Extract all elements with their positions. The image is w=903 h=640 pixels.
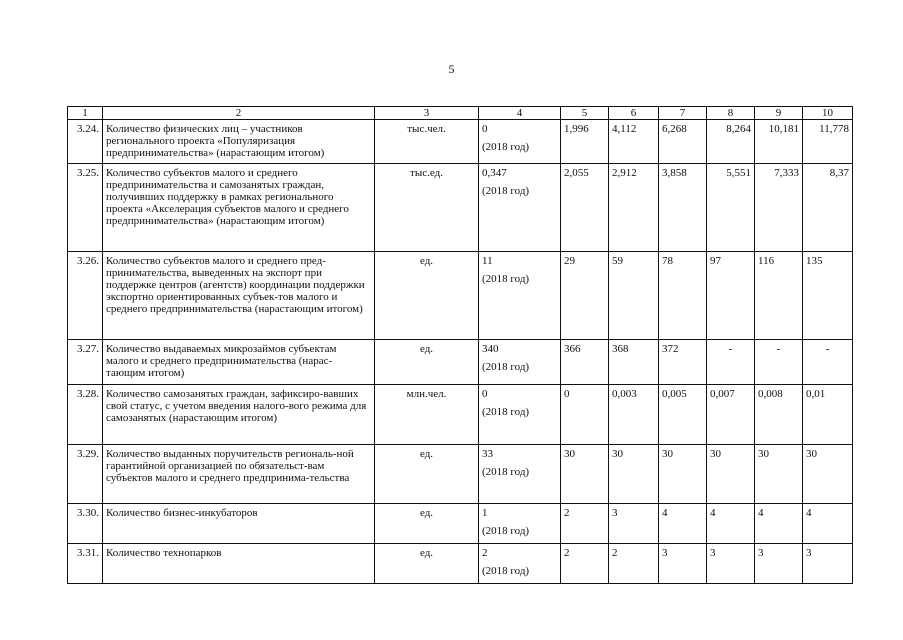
unit-cell: млн.чел. xyxy=(375,385,479,445)
header-cell: 3 xyxy=(375,107,479,120)
value-cell: 4 xyxy=(755,504,803,544)
value-cell: 6,268 xyxy=(659,120,707,164)
unit-cell: ед. xyxy=(375,445,479,504)
unit-cell: ед. xyxy=(375,544,479,584)
base-value: 340 xyxy=(482,343,499,355)
value-cell: - xyxy=(707,340,755,385)
value-cell: 116 xyxy=(755,252,803,340)
table-row xyxy=(68,252,853,340)
value-cell: 30 xyxy=(803,445,853,504)
value-cell: 4 xyxy=(707,504,755,544)
row-number: 3.28. xyxy=(68,385,103,445)
value-cell: 0,003 xyxy=(609,385,659,445)
value-cell: 5,551 xyxy=(707,164,755,252)
header-cell: 7 xyxy=(659,107,707,120)
value-cell: 30 xyxy=(561,445,609,504)
header-row xyxy=(68,107,853,120)
value-cell: 3,858 xyxy=(659,164,707,252)
value-cell: 0,01 xyxy=(803,385,853,445)
base-year: (2018 год) xyxy=(482,273,530,285)
value-cell: 97 xyxy=(707,252,755,340)
indicator-name: Количество выданных поручительств региональ-ной гарантийной организацией по обязательст-вам субъектов малого и среднего предпринима-тельства xyxy=(103,445,375,504)
row-number: 3.31. xyxy=(68,544,103,584)
value-cell: 372 xyxy=(659,340,707,385)
value-cell: 2,912 xyxy=(609,164,659,252)
row-number: 3.30. xyxy=(68,504,103,544)
indicators-table xyxy=(67,106,853,584)
value-cell: 0,005 xyxy=(659,385,707,445)
base-year: (2018 год) xyxy=(482,565,530,577)
value-cell: 4 xyxy=(659,504,707,544)
base-value-cell xyxy=(479,544,561,584)
value-cell: 2 xyxy=(609,544,659,584)
header-cell: 10 xyxy=(803,107,853,120)
indicator-name: Количество выдаваемых микрозаймов субъектам малого и среднего предпринимательства (нарас-тающим итогом) xyxy=(103,340,375,385)
base-year: (2018 год) xyxy=(482,185,530,197)
base-value: 0 xyxy=(482,123,488,135)
header-cell: 6 xyxy=(609,107,659,120)
value-cell: 2 xyxy=(561,504,609,544)
row-number: 3.29. xyxy=(68,445,103,504)
indicator-name: Количество субъектов малого и среднего пред-принимательства, выведенных на экспорт при поддержке центров (агентств) координации поддержки экспортно ориентированных субъек-тов малого и среднего предпринимательства (нарастающим итогом) xyxy=(103,252,375,340)
base-value: 11 xyxy=(482,255,493,267)
value-cell: 4,112 xyxy=(609,120,659,164)
value-cell: 11,778 xyxy=(803,120,853,164)
value-cell: 29 xyxy=(561,252,609,340)
base-value-cell xyxy=(479,504,561,544)
base-value: 1 xyxy=(482,507,488,519)
value-cell: 1,996 xyxy=(561,120,609,164)
value-cell: 8,37 xyxy=(803,164,853,252)
indicator-name: Количество технопарков xyxy=(103,544,375,584)
value-cell: 0,007 xyxy=(707,385,755,445)
unit-cell: ед. xyxy=(375,340,479,385)
value-cell: - xyxy=(803,340,853,385)
unit-cell: тыс.чел. xyxy=(375,120,479,164)
indicator-name: Количество самозанятых граждан, зафиксиро-вавших свой статус, с учетом введения налого-вого режима для самозанятых (нарастающим итогом) xyxy=(103,385,375,445)
header-cell: 2 xyxy=(103,107,375,120)
unit-cell: тыс.ед. xyxy=(375,164,479,252)
row-number: 3.25. xyxy=(68,164,103,252)
base-value: 33 xyxy=(482,448,493,460)
value-cell: 30 xyxy=(659,445,707,504)
row-number: 3.24. xyxy=(68,120,103,164)
indicator-name: Количество физических лиц – участников регионального проекта «Популяризация предпринимательства» (нарастающим итогом) xyxy=(103,120,375,164)
value-cell: 30 xyxy=(609,445,659,504)
row-number: 3.26. xyxy=(68,252,103,340)
table-row xyxy=(68,164,853,252)
value-cell: 30 xyxy=(755,445,803,504)
value-cell: 30 xyxy=(707,445,755,504)
unit-cell: ед. xyxy=(375,504,479,544)
table-row xyxy=(68,340,853,385)
value-cell: 3 xyxy=(659,544,707,584)
base-value-cell xyxy=(479,340,561,385)
value-cell: 8,264 xyxy=(707,120,755,164)
header-cell: 4 xyxy=(479,107,561,120)
base-value-cell xyxy=(479,164,561,252)
base-year: (2018 год) xyxy=(482,361,530,373)
value-cell: 135 xyxy=(803,252,853,340)
unit-cell: ед. xyxy=(375,252,479,340)
table-row xyxy=(68,504,853,544)
header-cell: 1 xyxy=(68,107,103,120)
table-row xyxy=(68,385,853,445)
base-year: (2018 год) xyxy=(482,525,530,537)
table-row xyxy=(68,120,853,164)
value-cell: 7,333 xyxy=(755,164,803,252)
value-cell: 366 xyxy=(561,340,609,385)
value-cell: 3 xyxy=(707,544,755,584)
value-cell: 4 xyxy=(803,504,853,544)
table-row xyxy=(68,544,853,584)
base-value-cell xyxy=(479,445,561,504)
value-cell: 0 xyxy=(561,385,609,445)
base-value-cell xyxy=(479,252,561,340)
value-cell: 3 xyxy=(803,544,853,584)
value-cell: 59 xyxy=(609,252,659,340)
header-cell: 9 xyxy=(755,107,803,120)
row-number: 3.27. xyxy=(68,340,103,385)
base-year: (2018 год) xyxy=(482,141,530,153)
base-value: 0 xyxy=(482,388,488,400)
header-cell: 8 xyxy=(707,107,755,120)
base-value-cell xyxy=(479,385,561,445)
value-cell: 3 xyxy=(755,544,803,584)
base-value-cell xyxy=(479,120,561,164)
indicator-name: Количество субъектов малого и среднего предпринимательства и самозанятых граждан, получивших поддержку в рамках регионального проекта «Акселерация субъектов малого и среднего предпринимательства» (нарастающим итогом) xyxy=(103,164,375,252)
value-cell: 2 xyxy=(561,544,609,584)
base-value: 0,347 xyxy=(482,167,507,179)
value-cell: 78 xyxy=(659,252,707,340)
value-cell: 3 xyxy=(609,504,659,544)
base-value: 2 xyxy=(482,547,488,559)
value-cell: 2,055 xyxy=(561,164,609,252)
base-year: (2018 год) xyxy=(482,406,530,418)
base-year: (2018 год) xyxy=(482,466,530,478)
page-number: 5 xyxy=(448,62,455,76)
value-cell: 368 xyxy=(609,340,659,385)
value-cell: - xyxy=(755,340,803,385)
value-cell: 10,181 xyxy=(755,120,803,164)
header-cell: 5 xyxy=(561,107,609,120)
value-cell: 0,008 xyxy=(755,385,803,445)
indicator-name: Количество бизнес-инкубаторов xyxy=(103,504,375,544)
table-row xyxy=(68,445,853,504)
